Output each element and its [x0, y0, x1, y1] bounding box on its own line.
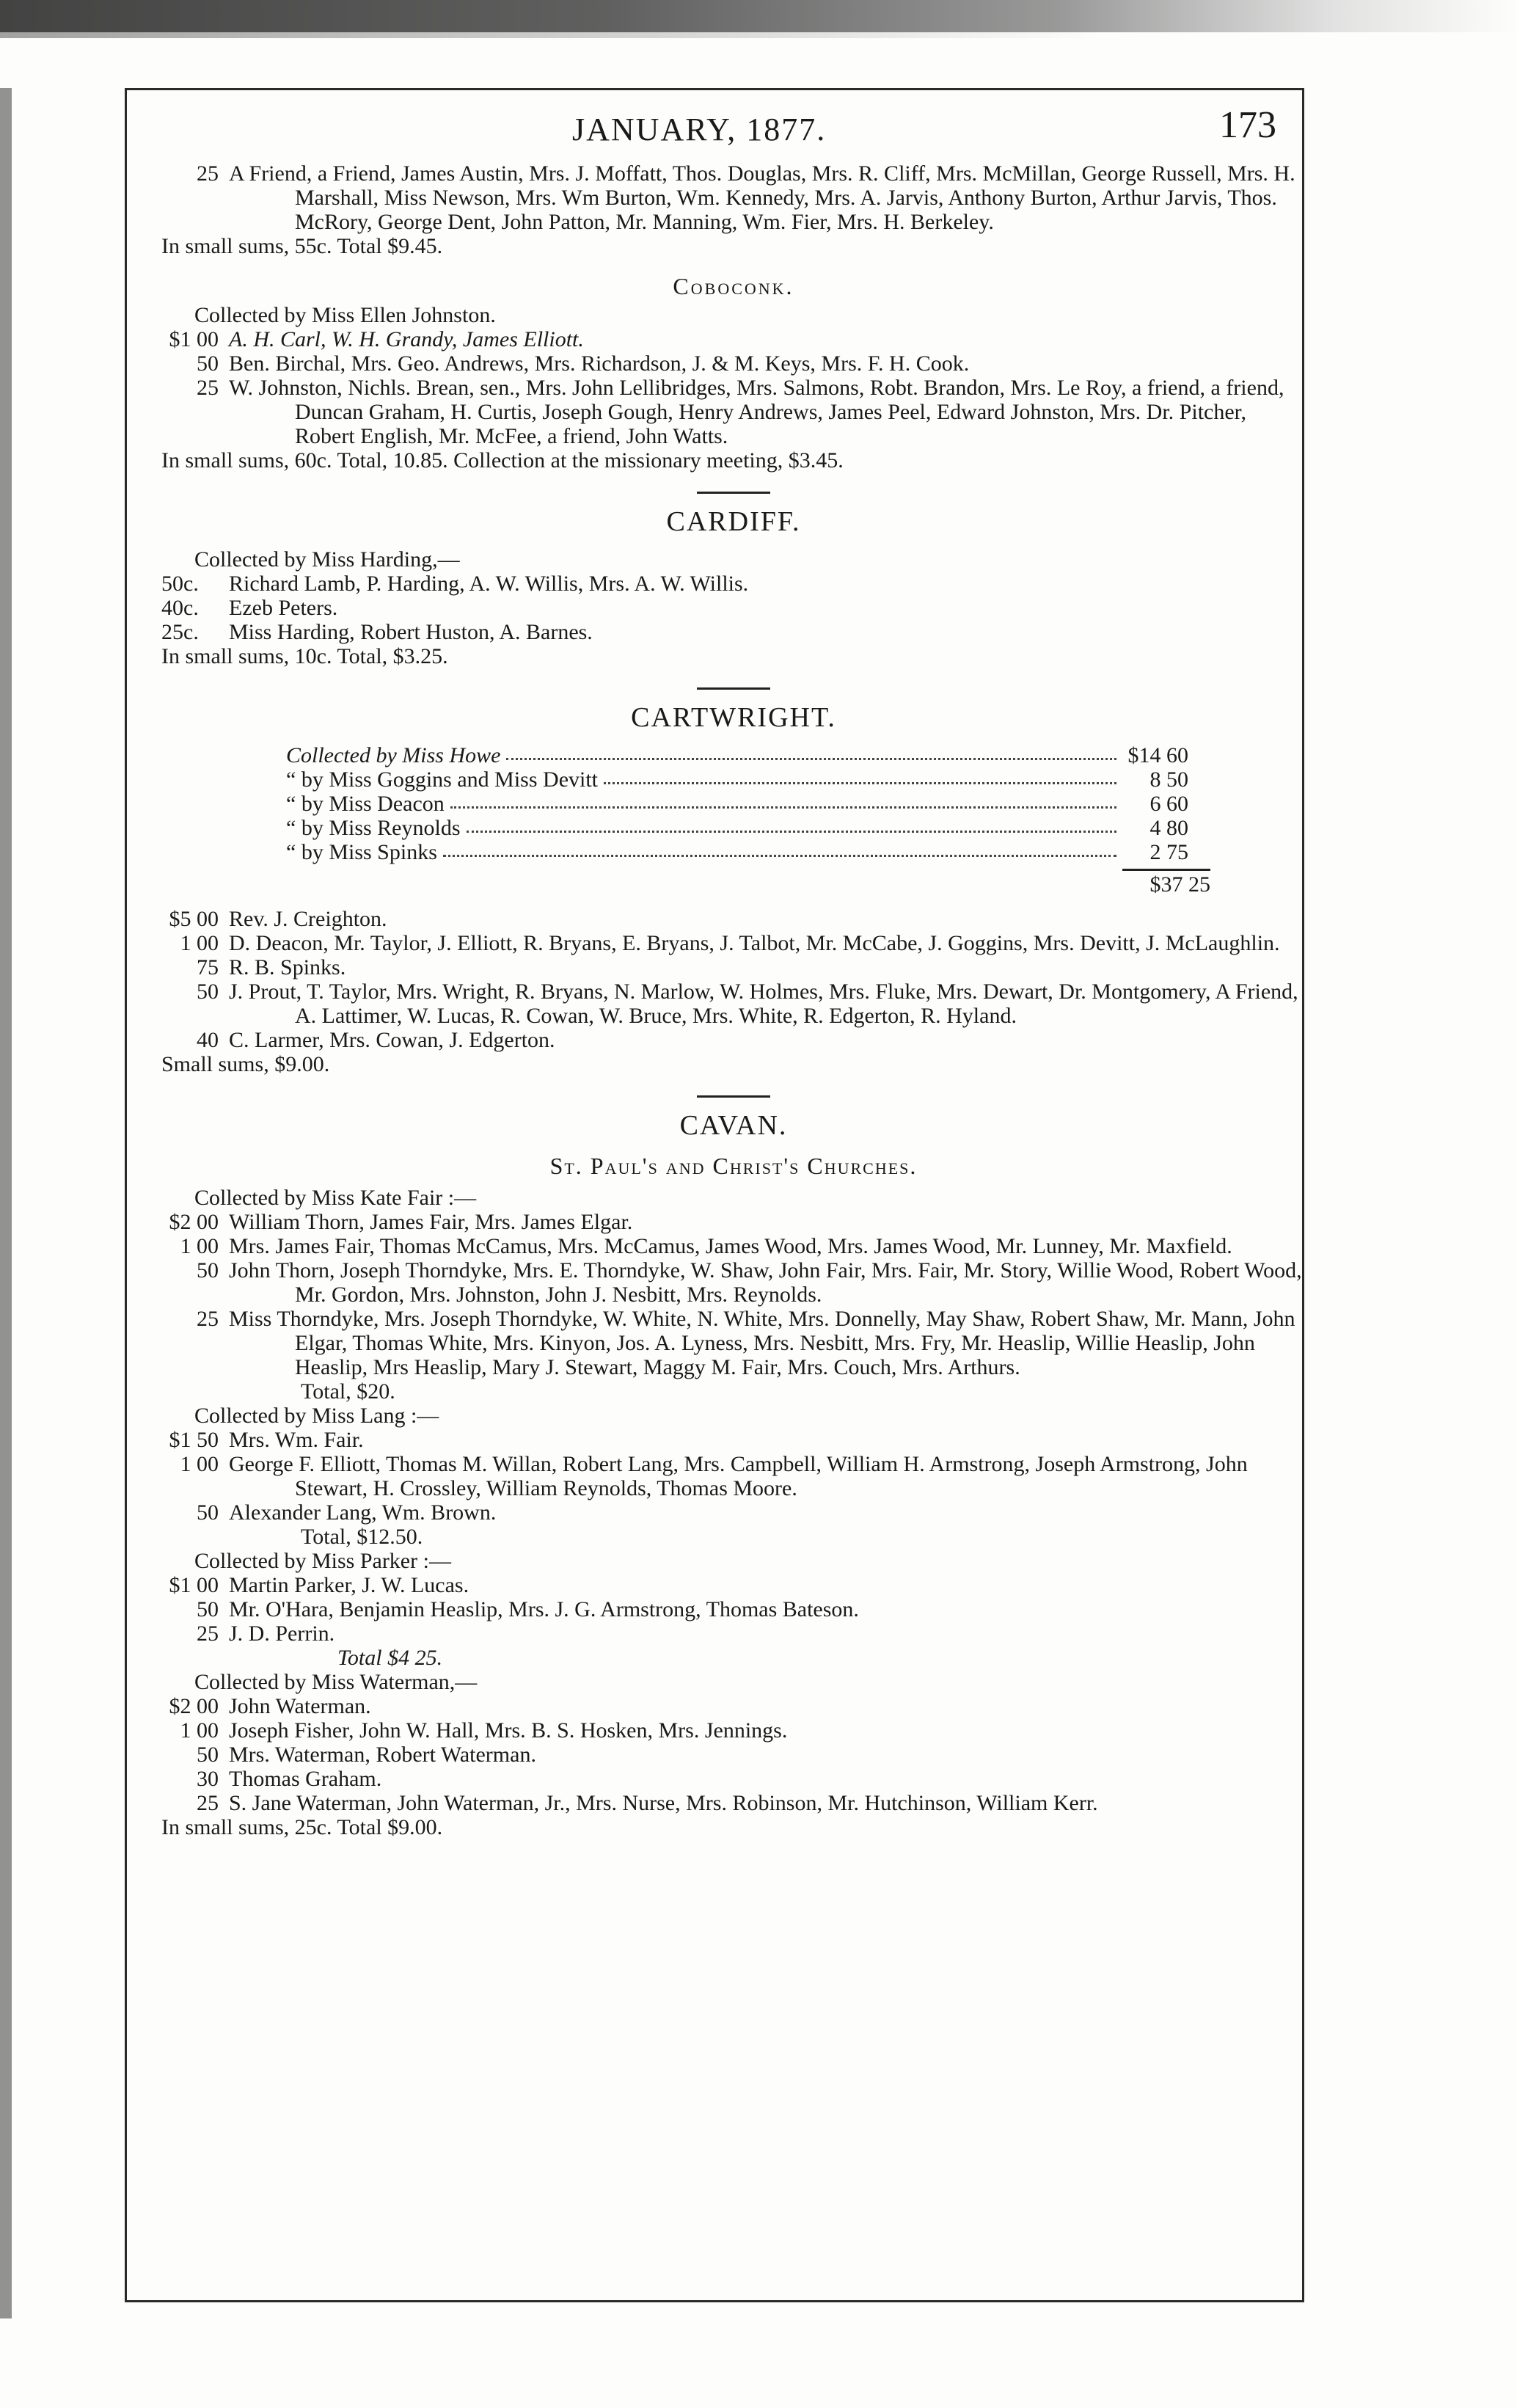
entry-names: A Friend, a Friend, James Austin, Mrs. J. Moffatt, Thos. Douglas, Mrs. R. Cliff, Mrs. McMillan, George Russell, Mrs. H. Marshall, Miss Newson, Mrs. Wm Burton, Wm. Kennedy, Mrs. A. Jarvis, Anthony Burton, Arthur Jarvis, Thos. McRory, George Dent, John Patton, Mr. Manning, Wm. Fier, Mrs. H. Berkeley.	[229, 161, 1295, 234]
list-item	[161, 1694, 1306, 1718]
list-item	[161, 1597, 1306, 1621]
entry-names: Miss Harding, Robert Huston, A. Barnes.	[229, 620, 593, 644]
entry-amount: 50	[197, 351, 219, 376]
list-item	[161, 1234, 1306, 1258]
collector-group	[161, 1186, 1306, 1404]
entry-amount: 25	[197, 376, 219, 400]
entry-names: Mrs. Waterman, Robert Waterman.	[229, 1743, 536, 1767]
table-row	[286, 767, 1188, 792]
entry-names: J. Prout, T. Taylor, Mrs. Wright, R. Bryans, N. Marlow, W. Holmes, Mrs. Fluke, Mrs. Dewart, Dr. Montgomery, A Friend, A. Lattimer, W. Lucas, R. Cowan, W. Bruce, Mrs. White, R. Edgerton, R. Hyland.	[229, 979, 1298, 1028]
entry-names: Ben. Birchal, Mrs. Geo. Andrews, Mrs. Richardson, J. & M. Keys, Mrs. F. H. Cook.	[229, 351, 970, 376]
list-item	[161, 376, 1306, 448]
entry-amount: $1 00	[169, 327, 219, 351]
entry-amount: 50	[197, 1500, 219, 1525]
list-item	[161, 1028, 1306, 1052]
table-row	[286, 816, 1188, 840]
entry-names: Joseph Fisher, John W. Hall, Mrs. B. S. Hosken, Mrs. Jennings.	[229, 1718, 788, 1743]
entry-amount: $1 00	[169, 1573, 219, 1597]
entry-names: Richard Lamb, P. Harding, A. W. Willis, Mrs. A. W. Willis.	[229, 572, 749, 596]
section-title-cavan: CAVAN.	[679, 1110, 788, 1141]
entry-amount: 50	[197, 1743, 219, 1767]
list-item	[161, 1210, 1306, 1234]
entry-amount: 25	[197, 1791, 219, 1815]
entry-names: S. Jane Waterman, John Waterman, Jr., Mrs. Nurse, Mrs. Robinson, Mr. Hutchinson, William Kerr.	[229, 1791, 1098, 1815]
entry-amount: 1 00	[180, 1718, 219, 1743]
entry-names: George F. Elliott, Thomas M. Willan, Robert Lang, Mrs. Campbell, William H. Armstrong, Joseph Armstrong, John Stewart, H. Crossley, William Reynolds, Thomas Moore.	[229, 1452, 1248, 1500]
list-item	[161, 907, 1306, 931]
list-item	[161, 1307, 1306, 1379]
entry-names: J. D. Perrin.	[229, 1621, 335, 1646]
entry-amount: $5 00	[169, 907, 219, 931]
entry-names: Thomas Graham.	[229, 1767, 382, 1791]
leader-dots	[506, 743, 1116, 760]
list-item	[161, 351, 1306, 376]
entry-amount: 40c.	[161, 596, 199, 620]
collection-label: “ by Miss Reynolds	[286, 816, 461, 840]
entry-amount: 50	[197, 979, 219, 1004]
list-item	[161, 1767, 1306, 1791]
list-item	[161, 161, 1306, 234]
collector-line: Collected by Miss Lang :—	[194, 1404, 439, 1428]
entry-amount: 50	[197, 1597, 219, 1621]
entry-names: Mrs. Wm. Fair.	[229, 1428, 364, 1452]
collection-value: 4 80	[1149, 816, 1188, 840]
entry-amount: 30	[197, 1767, 219, 1791]
entry-amount: 75	[197, 955, 219, 979]
collection-value: 2 75	[1149, 840, 1188, 864]
entry-names: Alexander Lang, Wm. Brown.	[229, 1500, 497, 1525]
entry-names: Martin Parker, J. W. Lucas.	[229, 1573, 469, 1597]
list-item	[161, 1718, 1306, 1743]
entry-amount: 50c.	[161, 572, 199, 596]
entry-amount: 1 00	[180, 1452, 219, 1476]
list-item	[161, 1573, 1306, 1597]
entry-names: Mr. O'Hara, Benjamin Heaslip, Mrs. J. G. Armstrong, Thomas Bateson.	[229, 1597, 859, 1621]
collection-value: 8 50	[1149, 767, 1188, 792]
entry-amount: 25	[197, 1621, 219, 1646]
entry-amount: $2 00	[169, 1694, 219, 1718]
small-sums-line: In small sums, 55c. Total $9.45.	[161, 234, 443, 258]
running-header	[161, 104, 1306, 161]
leader-dots	[467, 816, 1116, 833]
leader-dots	[604, 767, 1116, 784]
collections-total: $37 25	[1122, 869, 1210, 897]
list-item	[161, 979, 1306, 1028]
collector-line: Collected by Miss Kate Fair :—	[194, 1186, 477, 1210]
scan-edge-top	[0, 0, 1517, 32]
entry-amount: 25	[197, 1307, 219, 1331]
list-item	[161, 572, 1306, 596]
entry-names: R. B. Spinks.	[229, 955, 346, 979]
list-item	[161, 1743, 1306, 1767]
list-item	[161, 1428, 1306, 1452]
list-item	[161, 1791, 1306, 1815]
collector-line: Collected by Miss Parker :—	[194, 1549, 451, 1573]
list-item	[161, 1452, 1306, 1500]
list-item	[161, 931, 1306, 955]
list-item	[161, 1621, 1306, 1646]
small-sums-line: In small sums, 10c. Total, $3.25.	[161, 644, 448, 668]
section-divider	[697, 1095, 770, 1098]
collection-label: “ by Miss Deacon	[286, 792, 445, 816]
header-month: JANUARY, 1877.	[572, 112, 827, 147]
list-item	[161, 620, 1306, 644]
small-sums-line: In small sums, 60c. Total, 10.85. Collection at the missionary meeting, $3.45.	[161, 448, 844, 473]
collection-value: 6 60	[1149, 792, 1188, 816]
entry-amount: 1 00	[180, 1234, 219, 1258]
collections-table	[161, 743, 1306, 897]
collection-label: “ by Miss Goggins and Miss Devitt	[286, 767, 599, 792]
entry-names: Miss Thorndyke, Mrs. Joseph Thorndyke, W. White, N. White, Mrs. Donnelly, May Shaw, Robert Shaw, Mr. Mann, John Elgar, Thomas White, Mrs. Kinyon, Jos. A. Lyness, Mrs. Nesbitt, Mrs. Fry, Mr. Heaslip, Willie Heaslip, John Heaslip, Mrs Heaslip, Mary J. Stewart, Maggy M. Fair, Mrs. Couch, Mrs. Arthurs.	[229, 1307, 1295, 1379]
table-row	[286, 743, 1188, 767]
scan-edge-top-shadow	[0, 32, 1100, 38]
group-total: Total, $20.	[301, 1379, 395, 1404]
list-item	[161, 1500, 1306, 1525]
leader-dots	[443, 840, 1116, 857]
section-divider	[697, 687, 770, 690]
list-item	[161, 955, 1306, 979]
entry-names: Rev. J. Creighton.	[229, 907, 387, 931]
collection-label: “ by Miss Spinks	[286, 840, 437, 864]
list-item	[161, 596, 1306, 620]
collector-line: Collected by Miss Ellen Johnston.	[194, 303, 496, 327]
table-row	[286, 792, 1188, 816]
section-title-cardiff: CARDIFF.	[666, 506, 801, 537]
entry-names: Ezeb Peters.	[229, 596, 338, 620]
collector-group	[161, 1670, 1306, 1839]
collection-label: Collected by Miss Howe	[286, 743, 501, 767]
list-item	[161, 1258, 1306, 1307]
section-title-coboconk: Coboconk.	[673, 273, 794, 299]
entry-names: John Thorn, Joseph Thorndyke, Mrs. E. Thorndyke, W. Shaw, John Fair, Mrs. Fair, Mr. Story, Willie Wood, Robert Wood, Mr. Gordon, Mrs. Johnston, John J. Nesbitt, Mrs. Reynolds.	[229, 1258, 1302, 1307]
entry-amount: 40	[197, 1028, 219, 1052]
entry-names: John Waterman.	[229, 1694, 371, 1718]
entry-amount: 25	[197, 161, 219, 186]
entry-names: A. H. Carl, W. H. Grandy, James Elliott.	[229, 327, 584, 351]
section-subtitle: St. Paul's and Christ's Churches.	[549, 1153, 918, 1179]
entry-amount: 1 00	[180, 931, 219, 955]
entry-names: William Thorn, James Fair, Mrs. James Elgar.	[229, 1210, 633, 1234]
collection-value: $14 60	[1127, 743, 1188, 767]
entry-names: W. Johnston, Nichls. Brean, sen., Mrs. John Lellibridges, Mrs. Salmons, Robt. Brandon, Mrs. Le Roy, a friend, a friend, Duncan Graham, H. Curtis, Joseph Gough, Henry Andrews, James Peel, Edward Johnston, Mrs. Dr. Pitcher, Robert English, Mr. McFee, a friend, John Watts.	[229, 376, 1284, 448]
entry-amount: 50	[197, 1258, 219, 1283]
small-sums-line: Small sums, $9.00.	[161, 1052, 330, 1076]
group-total: Total $4 25.	[337, 1646, 443, 1670]
collector-line: Collected by Miss Harding,—	[194, 547, 460, 572]
section-divider	[697, 492, 770, 494]
page-number: 173	[1219, 104, 1276, 146]
entry-amount: 25c.	[161, 620, 199, 644]
table-row	[286, 840, 1188, 864]
entry-amount: $2 00	[169, 1210, 219, 1234]
entry-names: D. Deacon, Mr. Taylor, J. Elliott, R. Bryans, E. Bryans, J. Talbot, Mr. McCabe, J. Goggins, Mrs. Devitt, J. McLaughlin.	[229, 931, 1280, 955]
collector-group	[161, 1404, 1306, 1549]
collector-group	[161, 1549, 1306, 1670]
list-item	[161, 327, 1306, 351]
collector-line: Collected by Miss Waterman,—	[194, 1670, 478, 1694]
leader-dots	[450, 792, 1116, 809]
page-content	[161, 104, 1306, 1839]
entry-amount: $1 50	[169, 1428, 219, 1452]
section-title-cartwright: CARTWRIGHT.	[631, 702, 836, 733]
scan-edge-left	[0, 88, 12, 2318]
entry-names: C. Larmer, Mrs. Cowan, J. Edgerton.	[229, 1028, 555, 1052]
small-sums-line: In small sums, 25c. Total $9.00.	[161, 1815, 443, 1839]
group-total: Total, $12.50.	[301, 1525, 423, 1549]
entry-names: Mrs. James Fair, Thomas McCamus, Mrs. McCamus, James Wood, Mrs. James Wood, Mr. Lunney, Mr. Maxfield.	[229, 1234, 1232, 1258]
